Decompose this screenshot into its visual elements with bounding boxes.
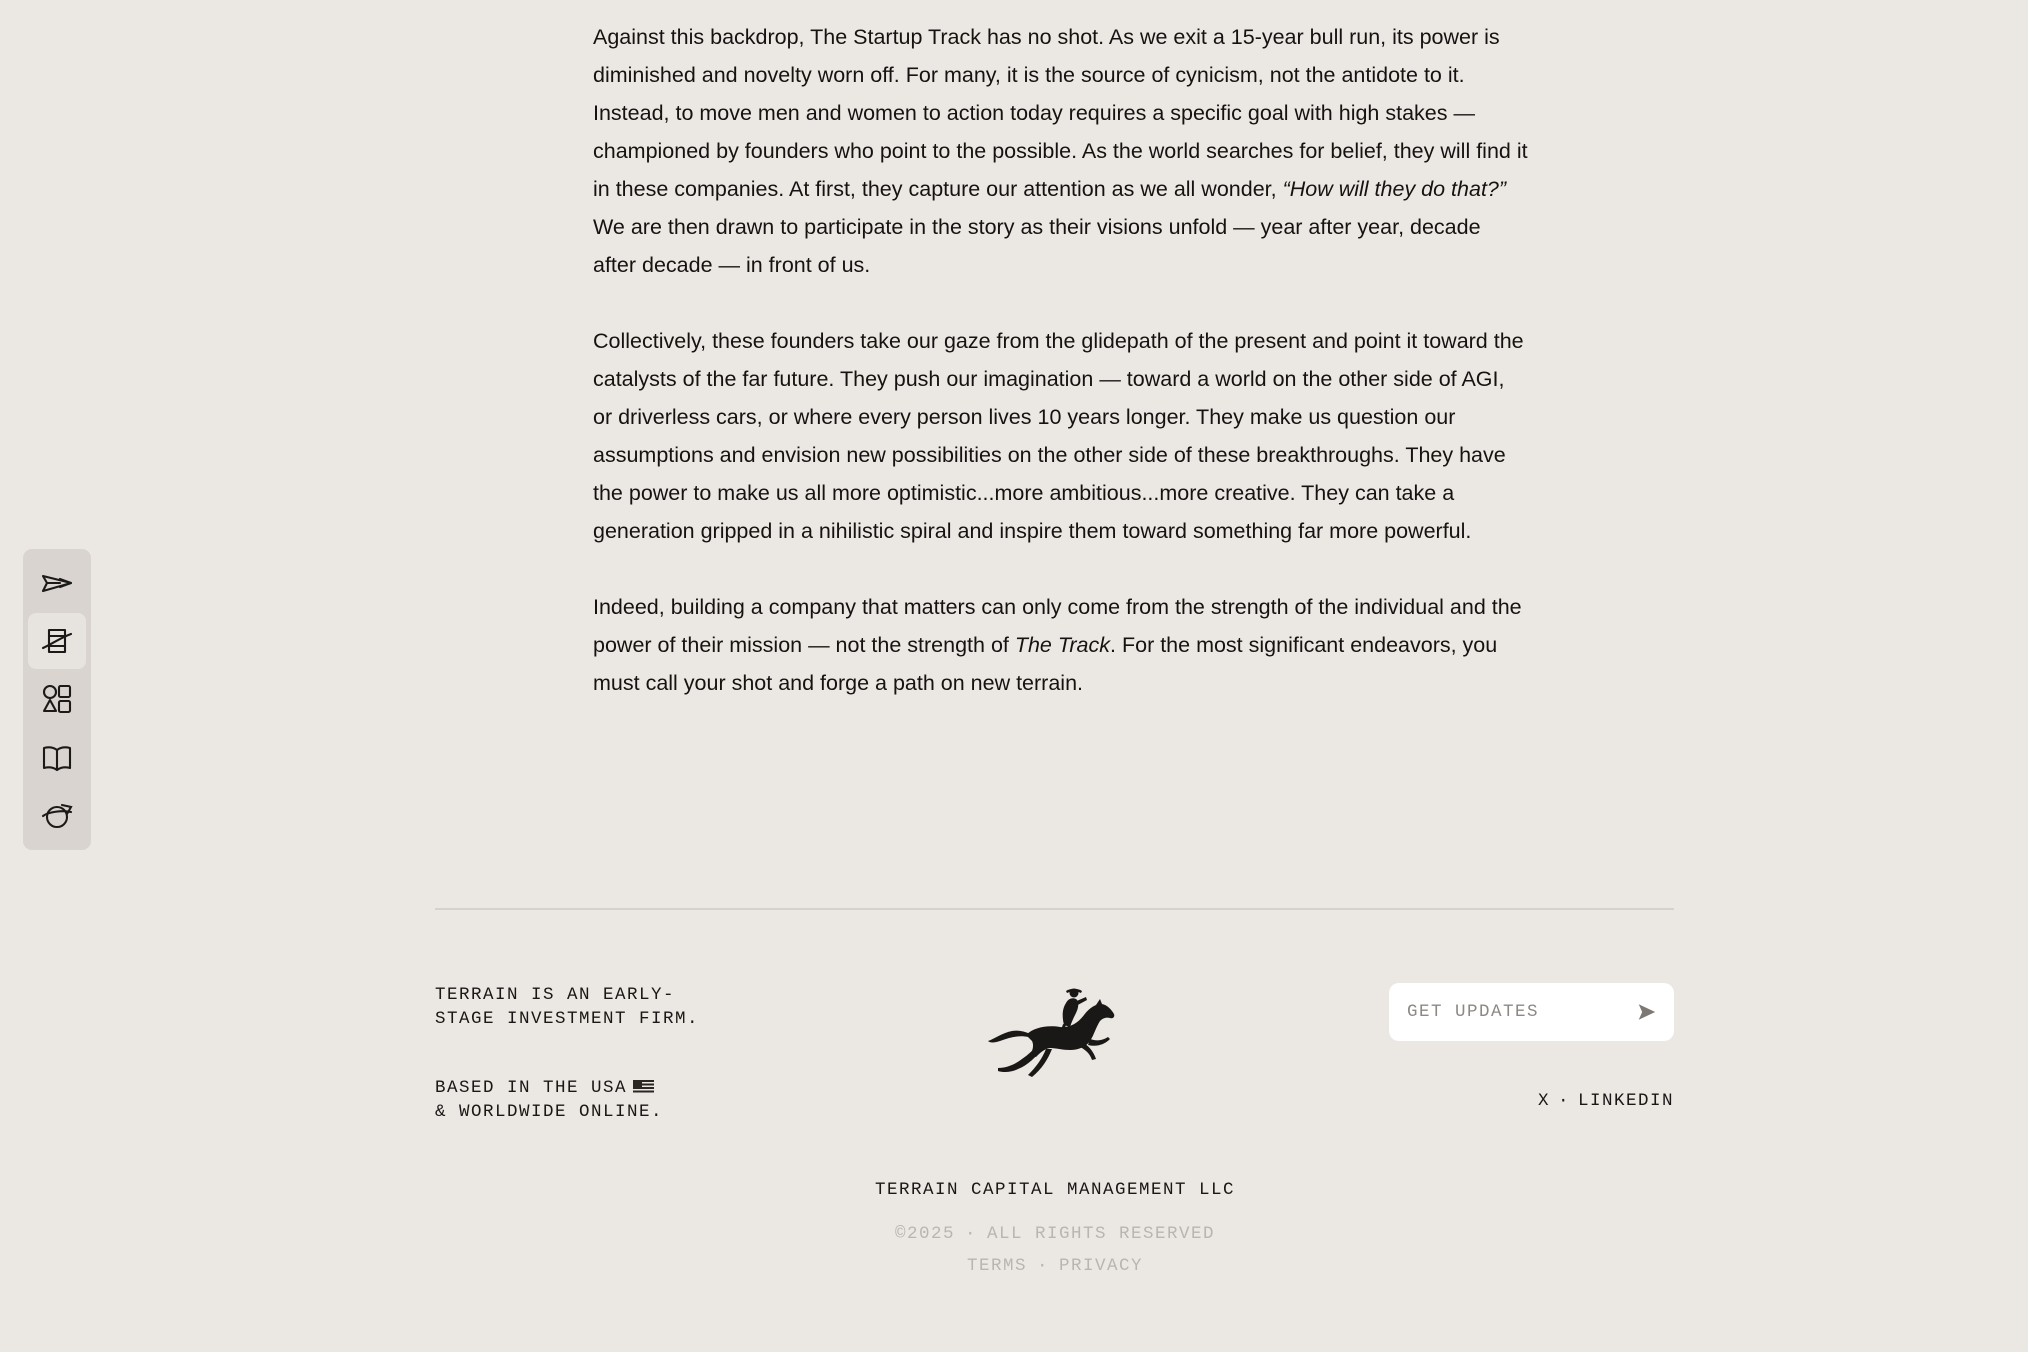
separator: ·	[1557, 1091, 1570, 1111]
firm-location: BASED IN THE USA & WORLDWIDE ONLINE.	[435, 1078, 664, 1122]
article-paragraph: Collectively, these founders take our gaze from the glidepath of the present and point it toward the catalysts of the far future. They push our imagination — toward a world on the other side of AGI, or driverless cars, or where every person lives 10 years longer. They make us question our assumptions and envision new possibilities on the other side of these breakthroughs. They have the power to make us all more optimistic...more ambitious...more creative. They can take a generation gripped in a nihilistic spiral and inspire them toward something far more powerful.	[593, 329, 1524, 543]
article-body	[593, 18, 1528, 740]
rights-text: ALL RIGHTS RESERVED	[986, 1224, 1216, 1244]
article-paragraph: Against this backdrop, The Startup Track has no shot. As we exit a 15-year bull run, its power is diminished and novelty worn off. For many, it is the source of cynicism, not the antidote to it. Instead, to move men and women to action today requires a specific goal with high stakes — championed by founders who point to the possible. As the world searches for belief, they will find it in these companies. At first, they capture our attention as we all wonder, “How will they do that?” We are then drawn to participate in the story as their visions unfold — year after year, decade after decade — in front of us.	[593, 25, 1528, 277]
book-icon	[40, 741, 74, 775]
us-flag-icon	[633, 1080, 654, 1093]
article-paragraph: Indeed, building a company that matters can only come from the strength of the individual and the power of their mission — not the strength of The Track. For the most significant endeavors, you must call your shot and forge a path on new terrain.	[593, 595, 1522, 695]
emphasis-text: The Track	[1014, 633, 1111, 657]
horse-rider-logo	[986, 977, 1122, 1083]
nav-send-button[interactable]	[28, 554, 86, 610]
footer-divider	[435, 908, 1674, 910]
separator: ·	[964, 1224, 977, 1244]
company-name: TERRAIN CAPITAL MANAGEMENT LLC	[874, 1180, 1236, 1200]
social-links	[1538, 1090, 1674, 1114]
terms-link[interactable]: TERMS	[966, 1256, 1027, 1276]
copyright-year: ©2025	[894, 1224, 955, 1244]
planet-icon	[40, 799, 74, 833]
paper-plane-icon	[40, 565, 74, 599]
nav-track-button[interactable]	[28, 613, 86, 669]
x-link[interactable]: X	[1537, 1091, 1550, 1111]
legal-links	[0, 1255, 2028, 1279]
quote-text: “How will they do that?”	[1282, 177, 1507, 201]
privacy-link[interactable]: PRIVACY	[1059, 1256, 1144, 1276]
nav-portfolio-button[interactable]	[28, 671, 86, 727]
track-icon	[40, 624, 74, 658]
email-updates-input[interactable]	[1407, 1002, 1637, 1022]
nav-world-button[interactable]	[28, 788, 86, 844]
get-updates-form	[1389, 983, 1674, 1041]
copyright-line	[0, 1223, 2028, 1247]
nav-reading-button[interactable]	[28, 730, 86, 786]
firm-description: TERRAIN IS AN EARLY- STAGE INVESTMENT FIRM.	[435, 985, 700, 1029]
linkedin-link[interactable]: LINKEDIN	[1577, 1091, 1674, 1111]
send-arrow-icon[interactable]	[1637, 1001, 1656, 1023]
side-nav-rail	[23, 549, 91, 850]
separator: ·	[1036, 1256, 1049, 1276]
shapes-icon	[40, 682, 74, 716]
